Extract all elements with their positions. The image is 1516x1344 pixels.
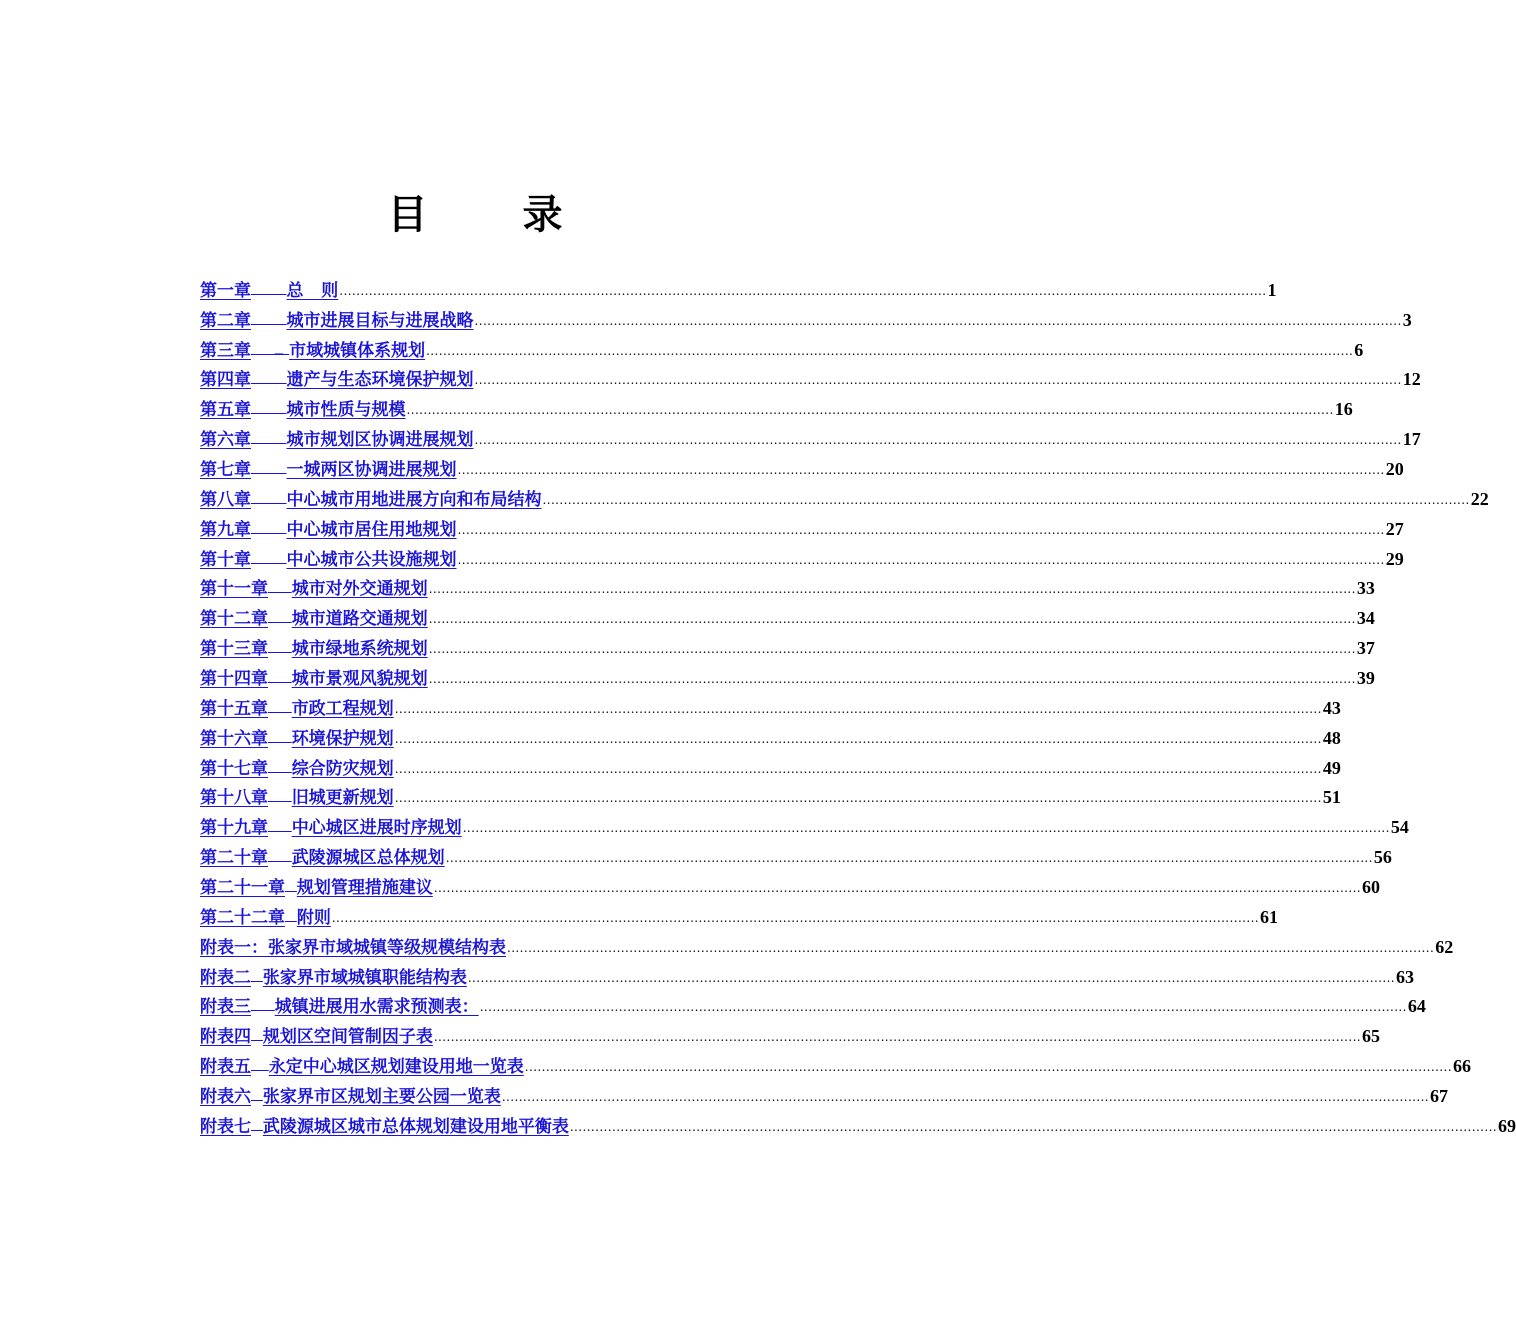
toc-entry-link[interactable] bbox=[200, 336, 425, 361]
toc-dot-leader: ............................................................................................................................................................................................................................ bbox=[474, 373, 1402, 388]
toc-page-number: 63 bbox=[1396, 966, 1415, 987]
toc-entry[interactable] bbox=[200, 301, 1412, 331]
toc-entry-number: 第七章 bbox=[200, 460, 251, 481]
toc-page-number: 37 bbox=[1356, 638, 1375, 659]
toc-entry-number: 第十五章 bbox=[200, 698, 268, 719]
toc-entry-title: 综合防灾规划 bbox=[291, 758, 394, 779]
toc-entry-separator bbox=[268, 604, 292, 629]
toc-dot-leader: ............................................................................................................................................................................................................................ bbox=[479, 1000, 1407, 1015]
toc-entry[interactable] bbox=[200, 719, 1341, 749]
toc-entry-separator bbox=[251, 992, 275, 1017]
toc-dot-leader: ............................................................................................................................................................................................................................ bbox=[501, 1090, 1430, 1105]
toc-entry-title: 一城两区协调进展规划 bbox=[286, 460, 457, 481]
toc-page-number: 20 bbox=[1385, 459, 1404, 480]
toc-entry-link[interactable] bbox=[200, 873, 433, 898]
toc-entry[interactable] bbox=[200, 868, 1381, 899]
toc-entry-separator bbox=[251, 306, 287, 331]
toc-entry[interactable] bbox=[200, 749, 1341, 779]
toc-dot-leader: ............................................................................................................................................................................................................................ bbox=[428, 642, 1356, 657]
toc-entry-number: 第八章 bbox=[200, 489, 251, 510]
toc-entry-separator bbox=[251, 395, 287, 420]
toc-page-number: 33 bbox=[1356, 578, 1375, 599]
toc-entry-number: 附表一： bbox=[200, 937, 268, 958]
toc-entry-link[interactable] bbox=[200, 724, 394, 749]
toc-entry-number: 第九章 bbox=[200, 519, 251, 540]
toc-dot-leader: ............................................................................................................................................................................................................................ bbox=[569, 1119, 1498, 1134]
toc-entry-link[interactable] bbox=[200, 754, 394, 779]
toc-entry[interactable] bbox=[200, 1107, 1516, 1137]
toc-entry-title: 规划管理措施建议 bbox=[296, 878, 433, 899]
toc-entry-separator bbox=[251, 485, 287, 510]
toc-entry-link[interactable] bbox=[200, 276, 338, 301]
toc-dot-leader: ............................................................................................................................................................................................................................ bbox=[457, 463, 1385, 478]
toc-entry-number: 第二十二章 bbox=[200, 907, 285, 928]
toc-dot-leader: ............................................................................................................................................................................................................................ bbox=[524, 1060, 1452, 1075]
toc-page-number: 54 bbox=[1390, 817, 1409, 838]
toc-dot-leader: ............................................................................................................................................................................................................................ bbox=[542, 492, 1470, 507]
toc-entry-number: 第十九章 bbox=[200, 818, 268, 839]
toc-dot-leader: ............................................................................................................................................................................................................................ bbox=[507, 940, 1435, 955]
toc-entry-number: 附表七 bbox=[200, 1116, 251, 1137]
toc-entry[interactable] bbox=[200, 331, 1364, 361]
toc-entry-title: 城市性质与规模 bbox=[286, 400, 406, 421]
toc-page-number: 66 bbox=[1452, 1056, 1471, 1077]
toc-entry-link[interactable] bbox=[200, 604, 428, 629]
toc-entry-number: 第十章 bbox=[200, 549, 251, 570]
toc-entry-title: 遗产与生态环境保护规划 bbox=[286, 370, 474, 391]
toc-dot-leader: ............................................................................................................................................................................................................................ bbox=[457, 522, 1385, 537]
toc-entry[interactable] bbox=[200, 1017, 1381, 1048]
toc-page-number: 49 bbox=[1322, 757, 1341, 778]
toc-dot-leader: ............................................................................................................................................................................................................................ bbox=[457, 552, 1385, 567]
toc-entry-number: 第十一章 bbox=[200, 579, 268, 600]
toc-entry-link[interactable] bbox=[200, 843, 445, 868]
toc-entry-separator bbox=[268, 813, 292, 838]
toc-entry-separator bbox=[268, 783, 292, 808]
toc-entry-separator bbox=[251, 515, 287, 540]
toc-entry[interactable] bbox=[200, 480, 1489, 510]
toc-entry-link[interactable] bbox=[200, 634, 428, 659]
toc-entry[interactable] bbox=[200, 420, 1421, 451]
toc-entry-separator bbox=[268, 724, 292, 749]
toc-entry-title: 旧城更新规划 bbox=[291, 788, 394, 809]
toc-entry-separator bbox=[251, 545, 287, 570]
toc-dot-leader: ............................................................................................................................................................................................................................ bbox=[474, 313, 1402, 328]
toc-dot-leader: ............................................................................................................................................................................................................................ bbox=[428, 612, 1356, 627]
toc-entry[interactable] bbox=[200, 1077, 1449, 1108]
toc-entry-number: 第十四章 bbox=[200, 669, 268, 690]
toc-entry[interactable] bbox=[200, 450, 1404, 481]
toc-entry-title: 城市对外交通规划 bbox=[291, 579, 428, 600]
toc-entry-title: 武陵源城区总体规划 bbox=[291, 848, 445, 869]
toc-page-number: 12 bbox=[1402, 369, 1421, 390]
toc-entry-number: 附表六 bbox=[200, 1087, 251, 1108]
toc-entry-number: 第十八章 bbox=[200, 788, 268, 809]
toc-entry-link[interactable] bbox=[200, 1052, 524, 1077]
toc-dot-leader: ............................................................................................................................................................................................................................ bbox=[462, 821, 1390, 836]
toc-entry-link[interactable] bbox=[200, 963, 467, 988]
toc-entry-number: 附表五 bbox=[200, 1057, 251, 1078]
toc-entry-link[interactable] bbox=[200, 425, 474, 450]
toc-dot-leader: ............................................................................................................................................................................................................................ bbox=[433, 1030, 1362, 1045]
toc-entry-number: 第十六章 bbox=[200, 728, 268, 749]
toc-entry[interactable] bbox=[200, 659, 1375, 690]
toc-entry-title: 永定中心城区规划建设用地一览表 bbox=[268, 1057, 524, 1078]
toc-dot-leader: ............................................................................................................................................................................................................................ bbox=[426, 343, 1354, 358]
toc-page-number: 39 bbox=[1356, 668, 1375, 689]
toc-page-number: 69 bbox=[1498, 1115, 1516, 1136]
toc-entry-separator bbox=[285, 903, 297, 928]
toc-page-number: 43 bbox=[1322, 697, 1341, 718]
toc-entry-separator bbox=[251, 425, 287, 450]
toc-page-number: 60 bbox=[1362, 877, 1381, 898]
page-title bbox=[0, 189, 950, 241]
toc-entry-number: 第一章 bbox=[200, 280, 251, 301]
toc-entry-number: 第二章 bbox=[200, 310, 251, 331]
toc-page-number: 22 bbox=[1470, 488, 1489, 509]
toc-entry[interactable] bbox=[200, 928, 1454, 958]
toc-entry-link[interactable] bbox=[200, 933, 506, 958]
toc-dot-leader: ............................................................................................................................................................................................................................ bbox=[428, 582, 1356, 597]
toc-dot-leader: ............................................................................................................................................................................................................................ bbox=[339, 283, 1267, 298]
title-char-1: 目 bbox=[387, 191, 428, 238]
toc-entry-link[interactable] bbox=[200, 365, 474, 390]
toc-entry-separator bbox=[251, 455, 287, 480]
toc-entry-title: 市政工程规划 bbox=[291, 698, 394, 719]
toc-dot-leader: ............................................................................................................................................................................................................................ bbox=[406, 403, 1334, 418]
toc-dot-leader: ............................................................................................................................................................................................................................ bbox=[445, 851, 1373, 866]
toc-page-number: 16 bbox=[1334, 399, 1353, 420]
toc-entry-number: 附表二 bbox=[200, 967, 251, 988]
toc-entry[interactable] bbox=[200, 629, 1375, 660]
toc-entry-link[interactable] bbox=[200, 455, 457, 480]
toc-page-number: 65 bbox=[1362, 1026, 1381, 1047]
toc-entry[interactable] bbox=[200, 958, 1415, 988]
toc-entry-link[interactable] bbox=[200, 664, 428, 689]
toc-dot-leader: ............................................................................................................................................................................................................................ bbox=[433, 881, 1362, 896]
toc-entry-title: 市域城镇体系规划 bbox=[289, 340, 426, 361]
toc-entry[interactable] bbox=[200, 779, 1341, 809]
toc-page-number: 48 bbox=[1322, 727, 1341, 748]
toc-entry-title: 城市规划区协调进展规划 bbox=[286, 430, 474, 451]
toc-entry-separator bbox=[268, 694, 292, 719]
toc-entry-link[interactable] bbox=[200, 574, 428, 599]
toc-dot-leader: ............................................................................................................................................................................................................................ bbox=[394, 731, 1322, 746]
toc-entry[interactable] bbox=[200, 808, 1409, 839]
toc-entry[interactable] bbox=[200, 570, 1375, 600]
toc-entry-title: 城市进展目标与进展战略 bbox=[286, 310, 474, 331]
toc-entry-separator bbox=[251, 963, 263, 988]
toc-page-number: 3 bbox=[1402, 309, 1412, 330]
toc-entry-title: 张家界市区规划主要公园一览表 bbox=[262, 1087, 501, 1108]
toc-entry-number: 第四章 bbox=[200, 370, 251, 391]
toc-page-number: 29 bbox=[1385, 548, 1404, 569]
toc-entry-link[interactable] bbox=[200, 545, 457, 570]
toc-entry-link[interactable] bbox=[200, 306, 474, 331]
toc-entry-separator bbox=[268, 664, 292, 689]
toc-entry[interactable] bbox=[200, 510, 1404, 540]
toc-dot-leader: ............................................................................................................................................................................................................................ bbox=[394, 761, 1322, 776]
toc-entry-title: 中心城市用地进展方向和布局结构 bbox=[286, 489, 542, 510]
toc-page-number: 67 bbox=[1430, 1086, 1449, 1107]
title-char-2: 录 bbox=[522, 191, 563, 238]
toc-entry-link[interactable] bbox=[200, 1112, 569, 1137]
toc-dot-leader: ............................................................................................................................................................................................................................ bbox=[394, 791, 1322, 806]
toc-entry-link[interactable] bbox=[200, 783, 394, 808]
toc-entry-title: 张家界市域城镇职能结构表 bbox=[262, 967, 467, 988]
toc-entry-title: 张家界市域城镇等级规模结构表 bbox=[268, 937, 506, 958]
toc-page-number: 56 bbox=[1373, 847, 1392, 868]
toc-dot-leader: ............................................................................................................................................................................................................................ bbox=[394, 701, 1322, 716]
toc-entry-number: 第十七章 bbox=[200, 758, 268, 779]
toc-entry-link[interactable] bbox=[200, 1022, 433, 1047]
toc-entry-separator bbox=[251, 1082, 263, 1107]
toc-page-number: 61 bbox=[1260, 906, 1279, 927]
toc-entry-title: 中心城区进展时序规划 bbox=[291, 818, 462, 839]
toc-entry-number: 第十二章 bbox=[200, 609, 268, 630]
toc-entry-title: 总 则 bbox=[286, 280, 339, 301]
toc-page-number: 17 bbox=[1402, 429, 1421, 450]
toc-entry-link[interactable] bbox=[200, 485, 542, 510]
toc-entry-link[interactable] bbox=[200, 1082, 501, 1107]
toc-dot-leader: ............................................................................................................................................................................................................................ bbox=[428, 672, 1356, 687]
toc-entry[interactable] bbox=[200, 898, 1279, 928]
toc-entry-number: 附表四 bbox=[200, 1027, 251, 1048]
toc-entry-number: 第二十章 bbox=[200, 848, 268, 869]
toc-entry-link[interactable] bbox=[200, 694, 394, 719]
toc-entry[interactable] bbox=[200, 988, 1426, 1018]
toc-entry-number: 附表三 bbox=[200, 997, 251, 1018]
toc-entry-link[interactable] bbox=[200, 992, 479, 1017]
toc-page-number: 64 bbox=[1407, 996, 1426, 1017]
toc-entry-separator: _ bbox=[251, 335, 290, 356]
toc-entry-separator bbox=[251, 1112, 263, 1137]
toc-entry[interactable] bbox=[200, 838, 1392, 869]
toc-entry[interactable] bbox=[200, 689, 1341, 719]
toc-dot-leader: ............................................................................................................................................................................................................................ bbox=[331, 910, 1260, 925]
toc-page-number: 6 bbox=[1354, 339, 1364, 360]
toc-entry-separator bbox=[251, 1052, 269, 1077]
toc-page-number: 34 bbox=[1356, 608, 1375, 629]
toc-entry-title: 环境保护规划 bbox=[291, 728, 394, 749]
toc-entry-title: 附则 bbox=[296, 907, 331, 928]
toc-entry-separator bbox=[251, 1022, 263, 1047]
toc-entry-title: 中心城市公共设施规划 bbox=[286, 549, 457, 570]
toc-entry-title: 规划区空间管制因子表 bbox=[262, 1027, 433, 1048]
toc-entry-separator bbox=[268, 574, 292, 599]
toc-entry-title: 城市道路交通规划 bbox=[291, 609, 428, 630]
toc-entry[interactable] bbox=[200, 1047, 1471, 1078]
toc-entry-number: 第三章 bbox=[200, 340, 251, 361]
toc-entry-separator bbox=[268, 634, 292, 659]
toc-entry-separator bbox=[251, 276, 287, 301]
toc-entry[interactable] bbox=[200, 599, 1375, 630]
toc-dot-leader: ............................................................................................................................................................................................................................ bbox=[467, 970, 1396, 985]
toc-entry-link[interactable] bbox=[200, 395, 406, 420]
toc-entry[interactable] bbox=[200, 361, 1421, 391]
toc-page-number: 62 bbox=[1435, 936, 1454, 957]
toc-entry-separator bbox=[285, 873, 297, 898]
toc-entry-title: 武陵源城区城市总体规划建设用地平衡表 bbox=[262, 1116, 569, 1137]
toc-entry-number: 第六章 bbox=[200, 430, 251, 451]
toc-entry-title: 城市绿地系统规划 bbox=[291, 639, 428, 660]
toc-entry-title: 中心城市居住用地规划 bbox=[286, 519, 457, 540]
toc-entry[interactable] bbox=[200, 540, 1404, 570]
toc-page-number: 51 bbox=[1322, 787, 1341, 808]
toc-entry-separator bbox=[268, 754, 292, 779]
toc-entry[interactable] bbox=[200, 390, 1353, 421]
toc-entry-separator bbox=[251, 365, 287, 390]
toc-dot-leader: ............................................................................................................................................................................................................................ bbox=[474, 433, 1402, 448]
toc-entry-link[interactable] bbox=[200, 515, 457, 540]
toc-page-number: 27 bbox=[1385, 518, 1404, 539]
toc-entry-link[interactable] bbox=[200, 813, 462, 838]
toc-entry-number: 第二十一章 bbox=[200, 878, 285, 899]
toc-entry-title: 城镇进展用水需求预测表： bbox=[274, 997, 479, 1018]
table-of-contents bbox=[200, 271, 1516, 1137]
toc-entry[interactable] bbox=[200, 271, 1277, 301]
toc-entry-number: 第五章 bbox=[200, 400, 251, 421]
toc-entry-number: 第十三章 bbox=[200, 639, 268, 660]
toc-entry-link[interactable] bbox=[200, 903, 331, 928]
toc-entry-title: 城市景观风貌规划 bbox=[291, 669, 428, 690]
toc-page-number: 1 bbox=[1267, 279, 1277, 300]
toc-entry-separator bbox=[268, 843, 292, 868]
